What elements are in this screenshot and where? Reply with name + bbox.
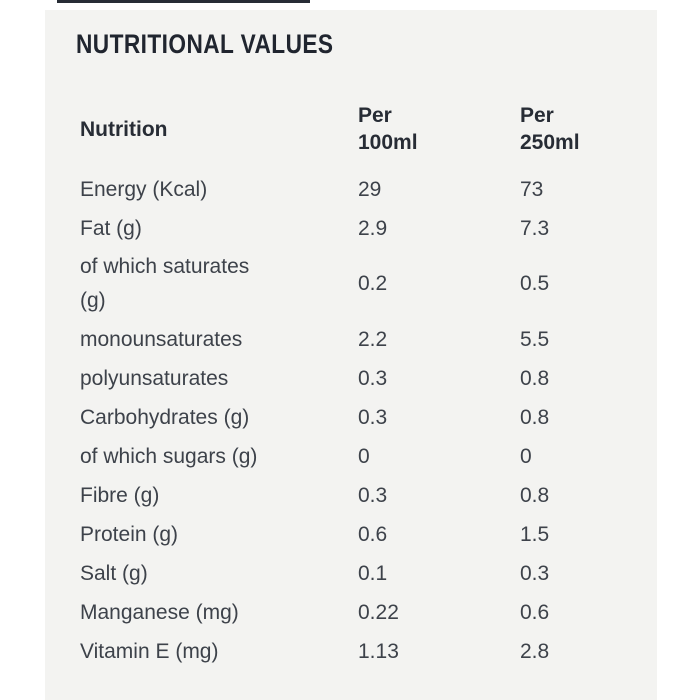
- table-row: [80, 632, 637, 671]
- per-100ml-value: 0.3: [358, 483, 388, 507]
- per-250ml-value: 0: [520, 444, 532, 468]
- nutrient-label: monounsaturates: [80, 327, 243, 351]
- column-header-per-250ml: Per 250ml: [520, 104, 580, 154]
- per-100ml-value: 2.2: [358, 327, 388, 351]
- table-row: [80, 320, 637, 359]
- per-250ml-value: 0.8: [520, 366, 550, 390]
- table-row: [80, 170, 637, 209]
- table-row: [80, 398, 637, 437]
- nutrient-label: Salt (g): [80, 561, 148, 585]
- nutrient-label: Carbohydrates (g): [80, 405, 250, 429]
- per-250ml-value: 73: [520, 177, 544, 201]
- table-row: [80, 593, 637, 632]
- nutrient-label: Manganese (mg): [80, 600, 239, 624]
- per-100ml-value: 0.2: [358, 272, 388, 295]
- nutrient-label: polyunsaturates: [80, 366, 229, 390]
- section-title: NUTRITIONAL VALUES: [76, 29, 334, 59]
- table-row: [80, 437, 637, 476]
- table-body: [80, 170, 637, 671]
- per-250ml-value: 0.5: [520, 272, 550, 295]
- nutrient-label: Fat (g): [80, 216, 142, 240]
- nutrient-label: of which sugars (g): [80, 444, 258, 468]
- per-100ml-value: 1.13: [358, 639, 399, 663]
- top-rule: [57, 0, 310, 3]
- table-header-row: [80, 100, 637, 158]
- table-row: [80, 554, 637, 593]
- table-row: [80, 359, 637, 398]
- table-row: [80, 248, 637, 320]
- per-250ml-value: 0.8: [520, 483, 550, 507]
- column-header-nutrition: Nutrition: [80, 117, 168, 141]
- per-100ml-value: 0.3: [358, 366, 388, 390]
- per-100ml-value: 29: [358, 177, 382, 201]
- per-100ml-value: 0.1: [358, 561, 388, 585]
- per-250ml-value: 7.3: [520, 216, 550, 240]
- table-row: [80, 209, 637, 248]
- nutrition-table: [80, 100, 637, 671]
- per-100ml-value: 2.9: [358, 216, 388, 240]
- nutrient-label: Energy (Kcal): [80, 177, 208, 201]
- per-100ml-value: 0.22: [358, 600, 399, 624]
- nutrient-label: Vitamin E (mg): [80, 639, 219, 663]
- table-row: [80, 515, 637, 554]
- nutrient-label: Protein (g): [80, 522, 179, 546]
- nutrient-label: of which saturates (g): [80, 255, 250, 312]
- per-250ml-value: 5.5: [520, 327, 550, 351]
- per-100ml-value: 0.3: [358, 405, 388, 429]
- per-250ml-value: 2.8: [520, 639, 550, 663]
- per-250ml-value: 0.6: [520, 600, 550, 624]
- nutrition-panel: [45, 10, 657, 700]
- column-header-per-100ml: Per 100ml: [358, 104, 418, 154]
- per-100ml-value: 0: [358, 444, 370, 468]
- per-250ml-value: 1.5: [520, 522, 550, 546]
- per-100ml-value: 0.6: [358, 522, 388, 546]
- table-row: [80, 476, 637, 515]
- nutrient-label: Fibre (g): [80, 483, 160, 507]
- per-250ml-value: 0.3: [520, 561, 550, 585]
- per-250ml-value: 0.8: [520, 405, 550, 429]
